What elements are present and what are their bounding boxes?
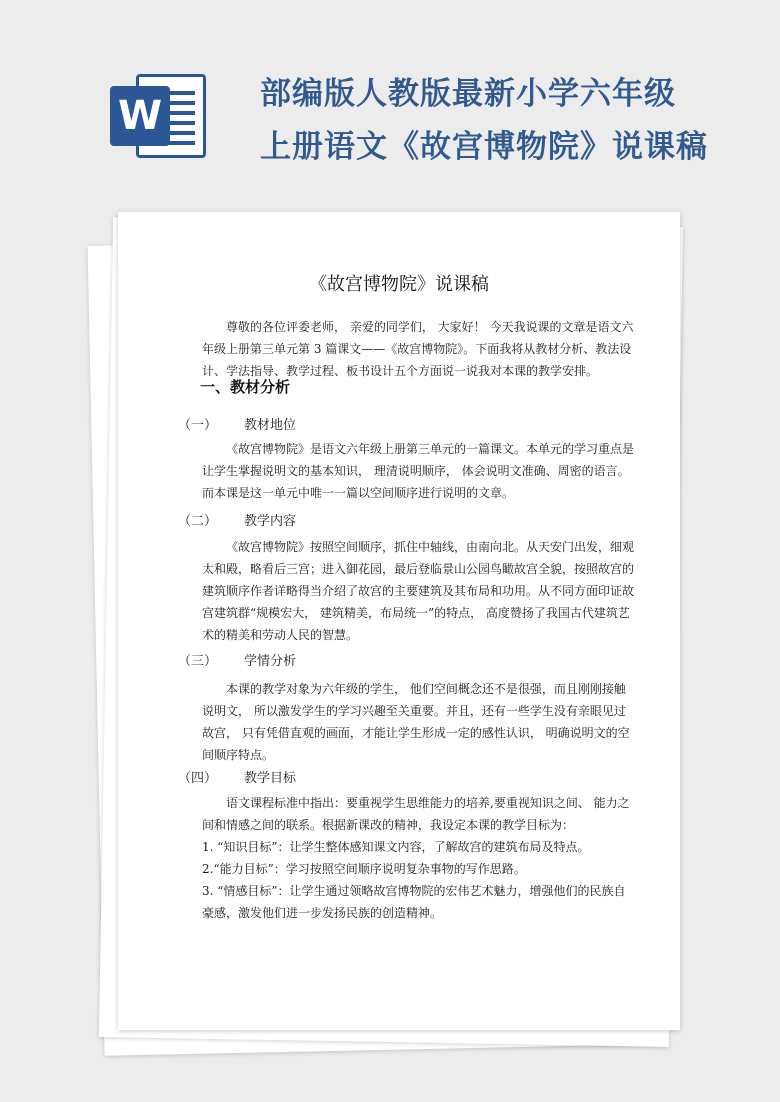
goals-paragraph: 语文课程标准中指出：要重视学生思维能力的培养,要重视知识之间、 能力之间和情感之间的联系。根据新课改的精神，我设定本课的教学目标为： xyxy=(202,796,630,832)
goals-list xyxy=(202,836,634,924)
subheading-goals xyxy=(178,767,296,786)
goal-item: 3. “情感目标”：让学生通过领略故宫博物院的宏伟艺术魅力，增强他们的民族自豪感，激发他们进一步发扬民族的创造精神。 xyxy=(202,884,626,920)
subheading-number: （二） xyxy=(178,514,218,529)
banner-title-line1: 部编版人教版最新小学六年级 xyxy=(260,76,676,112)
subheading-learners xyxy=(178,650,296,669)
subheading-title: 教材地位 xyxy=(244,418,297,433)
intro-paragraph: 尊敬的各位评委老师， 亲爱的同学们， 大家好！ 今天我说课的文章是语文六年级上册第三单元第 3 篇课文——《故宫博物院》。下面我将从教材分析、教法设计、学法指导、教学过程、板书设计五个方面说一说我对本课的教学安排。 xyxy=(202,320,634,378)
subheading-title: 学情分析 xyxy=(244,654,297,669)
word-document-icon xyxy=(110,68,208,164)
subheading-number: （三） xyxy=(178,654,218,669)
subheading-number: （四） xyxy=(178,771,218,786)
banner-title-line2: 上册语文《故宫博物院》说课稿 xyxy=(260,129,708,165)
subheading-title: 教学目标 xyxy=(244,771,297,786)
subheading-number: （一） xyxy=(178,418,218,433)
subheading-content xyxy=(178,510,296,529)
word-logo-letter: W xyxy=(110,86,170,146)
goal-item: 1. “知识目标”：让学生整体感知课文内容，了解故宫的建筑布局及特点。 xyxy=(202,840,590,854)
document-page xyxy=(118,212,680,1030)
learners-paragraph: 本课的教学对象为六年级的学生， 他们空间概念还不是很强，而且刚刚接触说明文， 所以激发学生的学习兴趣至关重要。并且，还有一些学生没有亲眼见过故宫， 只有凭借直观的画面，才能让学生形成一定的感性认识， 明确说明文的空间顺序特点。 xyxy=(202,682,630,762)
subheading-title: 教学内容 xyxy=(244,514,297,529)
position-paragraph: 《故宫博物院》是语文六年级上册第三单元的一篇课文。本单元的学习重点是让学生掌握说明文的基本知识， 理清说明顺序， 体会说明文准确、周密的语言。而本课是这一单元中唯一一篇以空间顺序进行说明的文章。 xyxy=(202,442,635,500)
content-paragraph: 《故宫博物院》按照空间顺序，抓住中轴线，由南向北。从天安门出发，细观太和殿，略看后三宫；进入御花园，最后登临景山公园鸟瞰故宫全貌，按照故宫的建筑顺序作者详略得当介绍了故宫的主要建筑及其布局和功用。从不同方面印证故宫建筑群“规模宏大， 建筑精美，布局统一”的特点， 高度赞扬了我国古代建筑艺术的精美和劳动人民的智慧。 xyxy=(202,540,635,642)
document-title: 《故宫博物院》说课稿 xyxy=(309,274,489,295)
goal-item: 2.“能力目标”：学习按照空间顺序说明复杂事物的写作思路。 xyxy=(202,862,526,876)
subheading-position xyxy=(178,414,296,433)
header-banner xyxy=(0,0,780,210)
section-heading-materials: 一、教材分析 xyxy=(200,378,291,396)
